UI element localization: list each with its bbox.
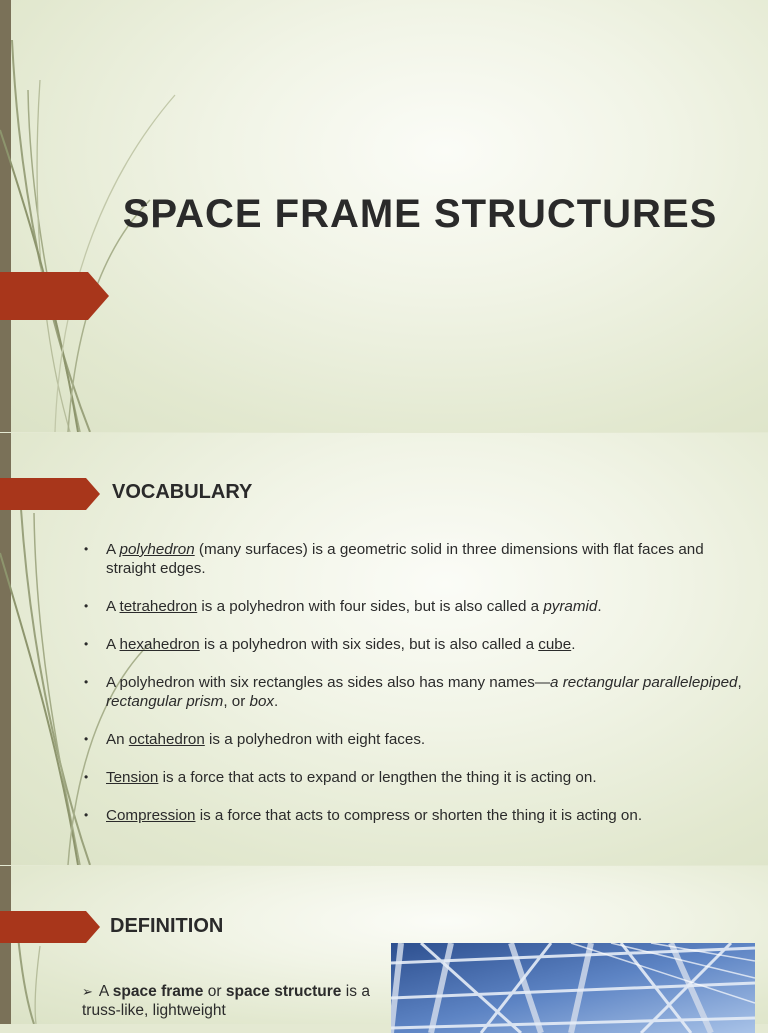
section-heading-definition: DEFINITION [110,915,224,937]
list-item: • A polyhedron (many surfaces) is a geometric solid in three dimensions with flat faces and straight edges. [82,540,757,578]
vocabulary-list [82,540,757,844]
list-item: • A hexahedron is a polyhedron with six sides, but is also called a cube. [82,635,757,654]
list-item: • A polyhedron with six rectangles as sides also has many names—a rectangular parallelepiped, rectangular prism, or box. [82,673,757,711]
list-item: • Tension is a force that acts to expand or lengthen the thing it is acting on. [82,768,757,787]
page-title: SPACE FRAME STRUCTURES [122,192,718,236]
slide-title [0,0,768,432]
arrow-bullet-icon: ➢ [82,984,93,999]
space-frame-photo [391,943,755,1033]
title-tab [0,272,109,320]
list-item: • An octahedron is a polyhedron with eight faces. [82,730,757,749]
list-item: • Compression is a force that acts to compress or shorten the thing it is acting on. [82,806,757,825]
section-heading-vocabulary: VOCABULARY [112,481,253,503]
definition-tab [0,911,100,943]
vocabulary-tab [0,478,100,510]
list-item: • A tetrahedron is a polyhedron with four sides, but is also called a pyramid. [82,597,757,616]
definition-paragraph: ➢ A space frame or space structure is a truss-like, lightweight [82,983,370,1019]
